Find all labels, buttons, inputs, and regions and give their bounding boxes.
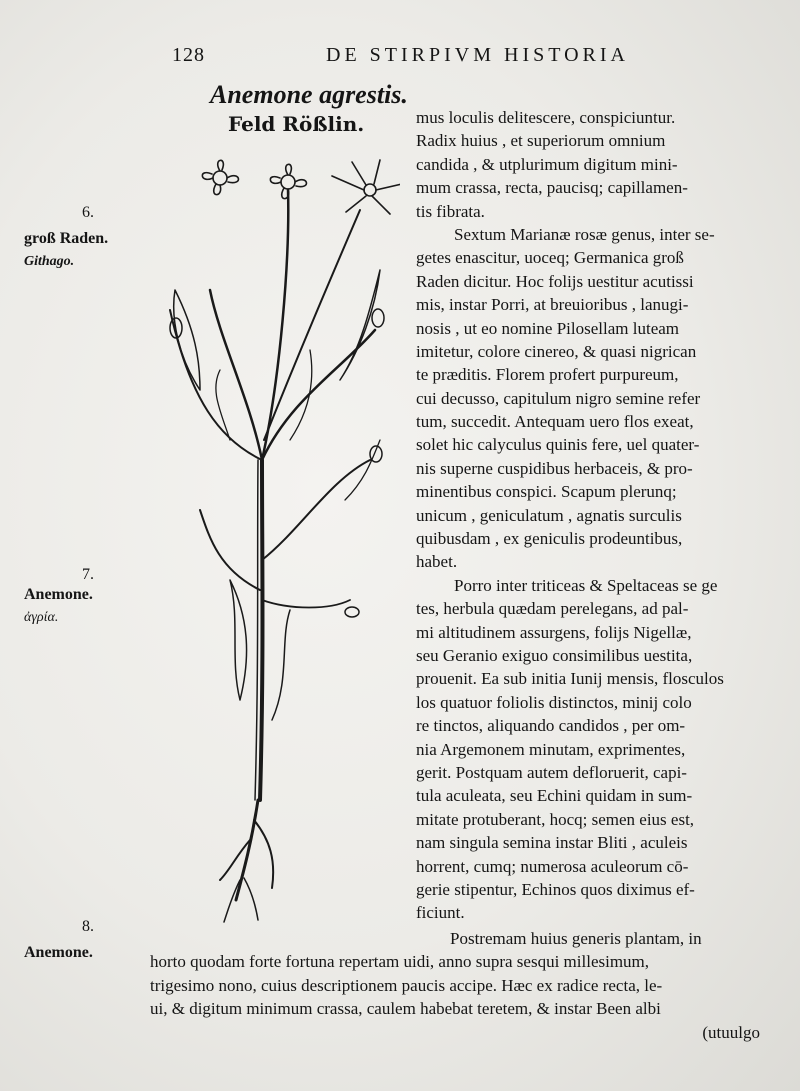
text-line: tes, herbula quædam perelegans, ad pal- xyxy=(416,599,689,619)
text-line: Sextum Marianæ rosæ genus, inter se- xyxy=(454,224,715,244)
text-line: nis superne cuspidibus herbaceis, & pro- xyxy=(416,458,693,478)
text-line: ui, & digitum minimum crassa, caulem habebat teretem, & instar Been albi xyxy=(150,999,661,1019)
text-line: getes enascitur, uoceq; Germanica groß xyxy=(416,248,684,268)
text-line: nam singula semina instar Bliti , aculeis xyxy=(416,833,688,853)
text-line: te præditis. Florem profert purpureum, xyxy=(416,365,679,385)
body-text-column xyxy=(416,106,776,925)
text-line: cui decusso, capitulum nigro semine refer xyxy=(416,388,701,408)
text-line: mum crassa, recta, paucisq; capillamen- xyxy=(416,178,688,198)
text-line: quibusdam , ex geniculis prodeuntibus, xyxy=(416,529,683,549)
text-line: Raden dicitur. Hoc folijs uestitur acutissi xyxy=(416,271,694,291)
text-line: mus loculis delitescere, conspiciuntur. xyxy=(416,108,676,127)
running-title: DE STIRPIVM HISTORIA xyxy=(326,44,629,66)
text-line: minentibus conspici. Scapum plerunq; xyxy=(416,482,677,502)
text-line: gerie stipentur, Echinos quos diximus ef- xyxy=(416,879,695,899)
text-line: ficiunt. xyxy=(416,903,465,923)
text-line: nosis , ut eo nomine Pilosellam luteam xyxy=(416,318,680,338)
text-line: Radix huius , et superiorum omnium xyxy=(416,131,666,151)
text-line: los quatuor foliolis distinctos, minij colo xyxy=(416,692,692,712)
text-line: tula aculeata, seu Echini quidam in sum- xyxy=(416,786,693,806)
text-line: solet hic calyculus quinis fere, uel quater- xyxy=(416,435,700,455)
plant-german-name: Feld Rößlin. xyxy=(228,112,365,136)
text-line: Postremam huius generis plantam, in xyxy=(450,929,702,948)
margin-note-6-sublabel: Githago. xyxy=(24,254,75,269)
text-line: habet. xyxy=(416,552,458,572)
plant-woodcut-illustration xyxy=(140,140,400,930)
bottom-text-block xyxy=(150,927,770,1044)
margin-note-8-label: Anemone. xyxy=(24,944,93,961)
catchword: (utuulgo xyxy=(702,1022,760,1042)
text-line: gerit. Postquam autem defloruerit, capi- xyxy=(416,762,687,782)
text-line: tis fibrata. xyxy=(416,201,485,221)
text-line: mitate protuberant, hocq; semen eius est, xyxy=(416,809,695,829)
text-line: horrent, cumq; numerosa aculeorum cō- xyxy=(416,856,689,876)
text-line: imitetur, colore cinereo, & quasi nigrican xyxy=(416,341,697,361)
margin-note-7-sublabel: ἀγρία. xyxy=(24,610,59,625)
margin-note-8-number: 8. xyxy=(82,918,94,935)
text-line: Porro inter triticeas & Speltaceas se ge xyxy=(454,575,718,595)
text-line: trigesimo nono, cuius descriptionem paucis accipe. Hæc ex radice recta, le- xyxy=(150,975,663,995)
text-line: mi altitudinem assurgens, folijs Nigellæ, xyxy=(416,622,692,642)
margin-note-6-label: groß Raden. xyxy=(24,230,109,247)
text-line: candida , & utplurimum digitum mini- xyxy=(416,154,678,174)
text-line: mis, instar Porri, at breuioribus , lanugi- xyxy=(416,295,689,315)
text-line: prouenit. Ea sub initia Iunij mensis, flosculos xyxy=(416,669,724,689)
page-number: 128 xyxy=(172,44,205,66)
plant-latin-name: Anemone agrestis. xyxy=(210,80,408,109)
margin-note-7-label: Anemone. xyxy=(24,586,93,603)
text-line: unicum , geniculatum , agnatis surculis xyxy=(416,505,682,525)
text-line: seu Geranio exiguo consimilibus uestita, xyxy=(416,645,693,665)
text-line: horto quodam forte fortuna repertam uidi, anno supra sesqui millesimum, xyxy=(150,952,650,972)
margin-note-7-number: 7. xyxy=(82,566,94,583)
margin-note-6-number: 6. xyxy=(82,204,94,221)
text-line: re tinctos, aliquando candidos , per om- xyxy=(416,716,686,736)
text-line: tum, succedit. Antequam uero flos exeat, xyxy=(416,412,694,432)
text-line: nia Argemonem minutam, exprimentes, xyxy=(416,739,686,759)
